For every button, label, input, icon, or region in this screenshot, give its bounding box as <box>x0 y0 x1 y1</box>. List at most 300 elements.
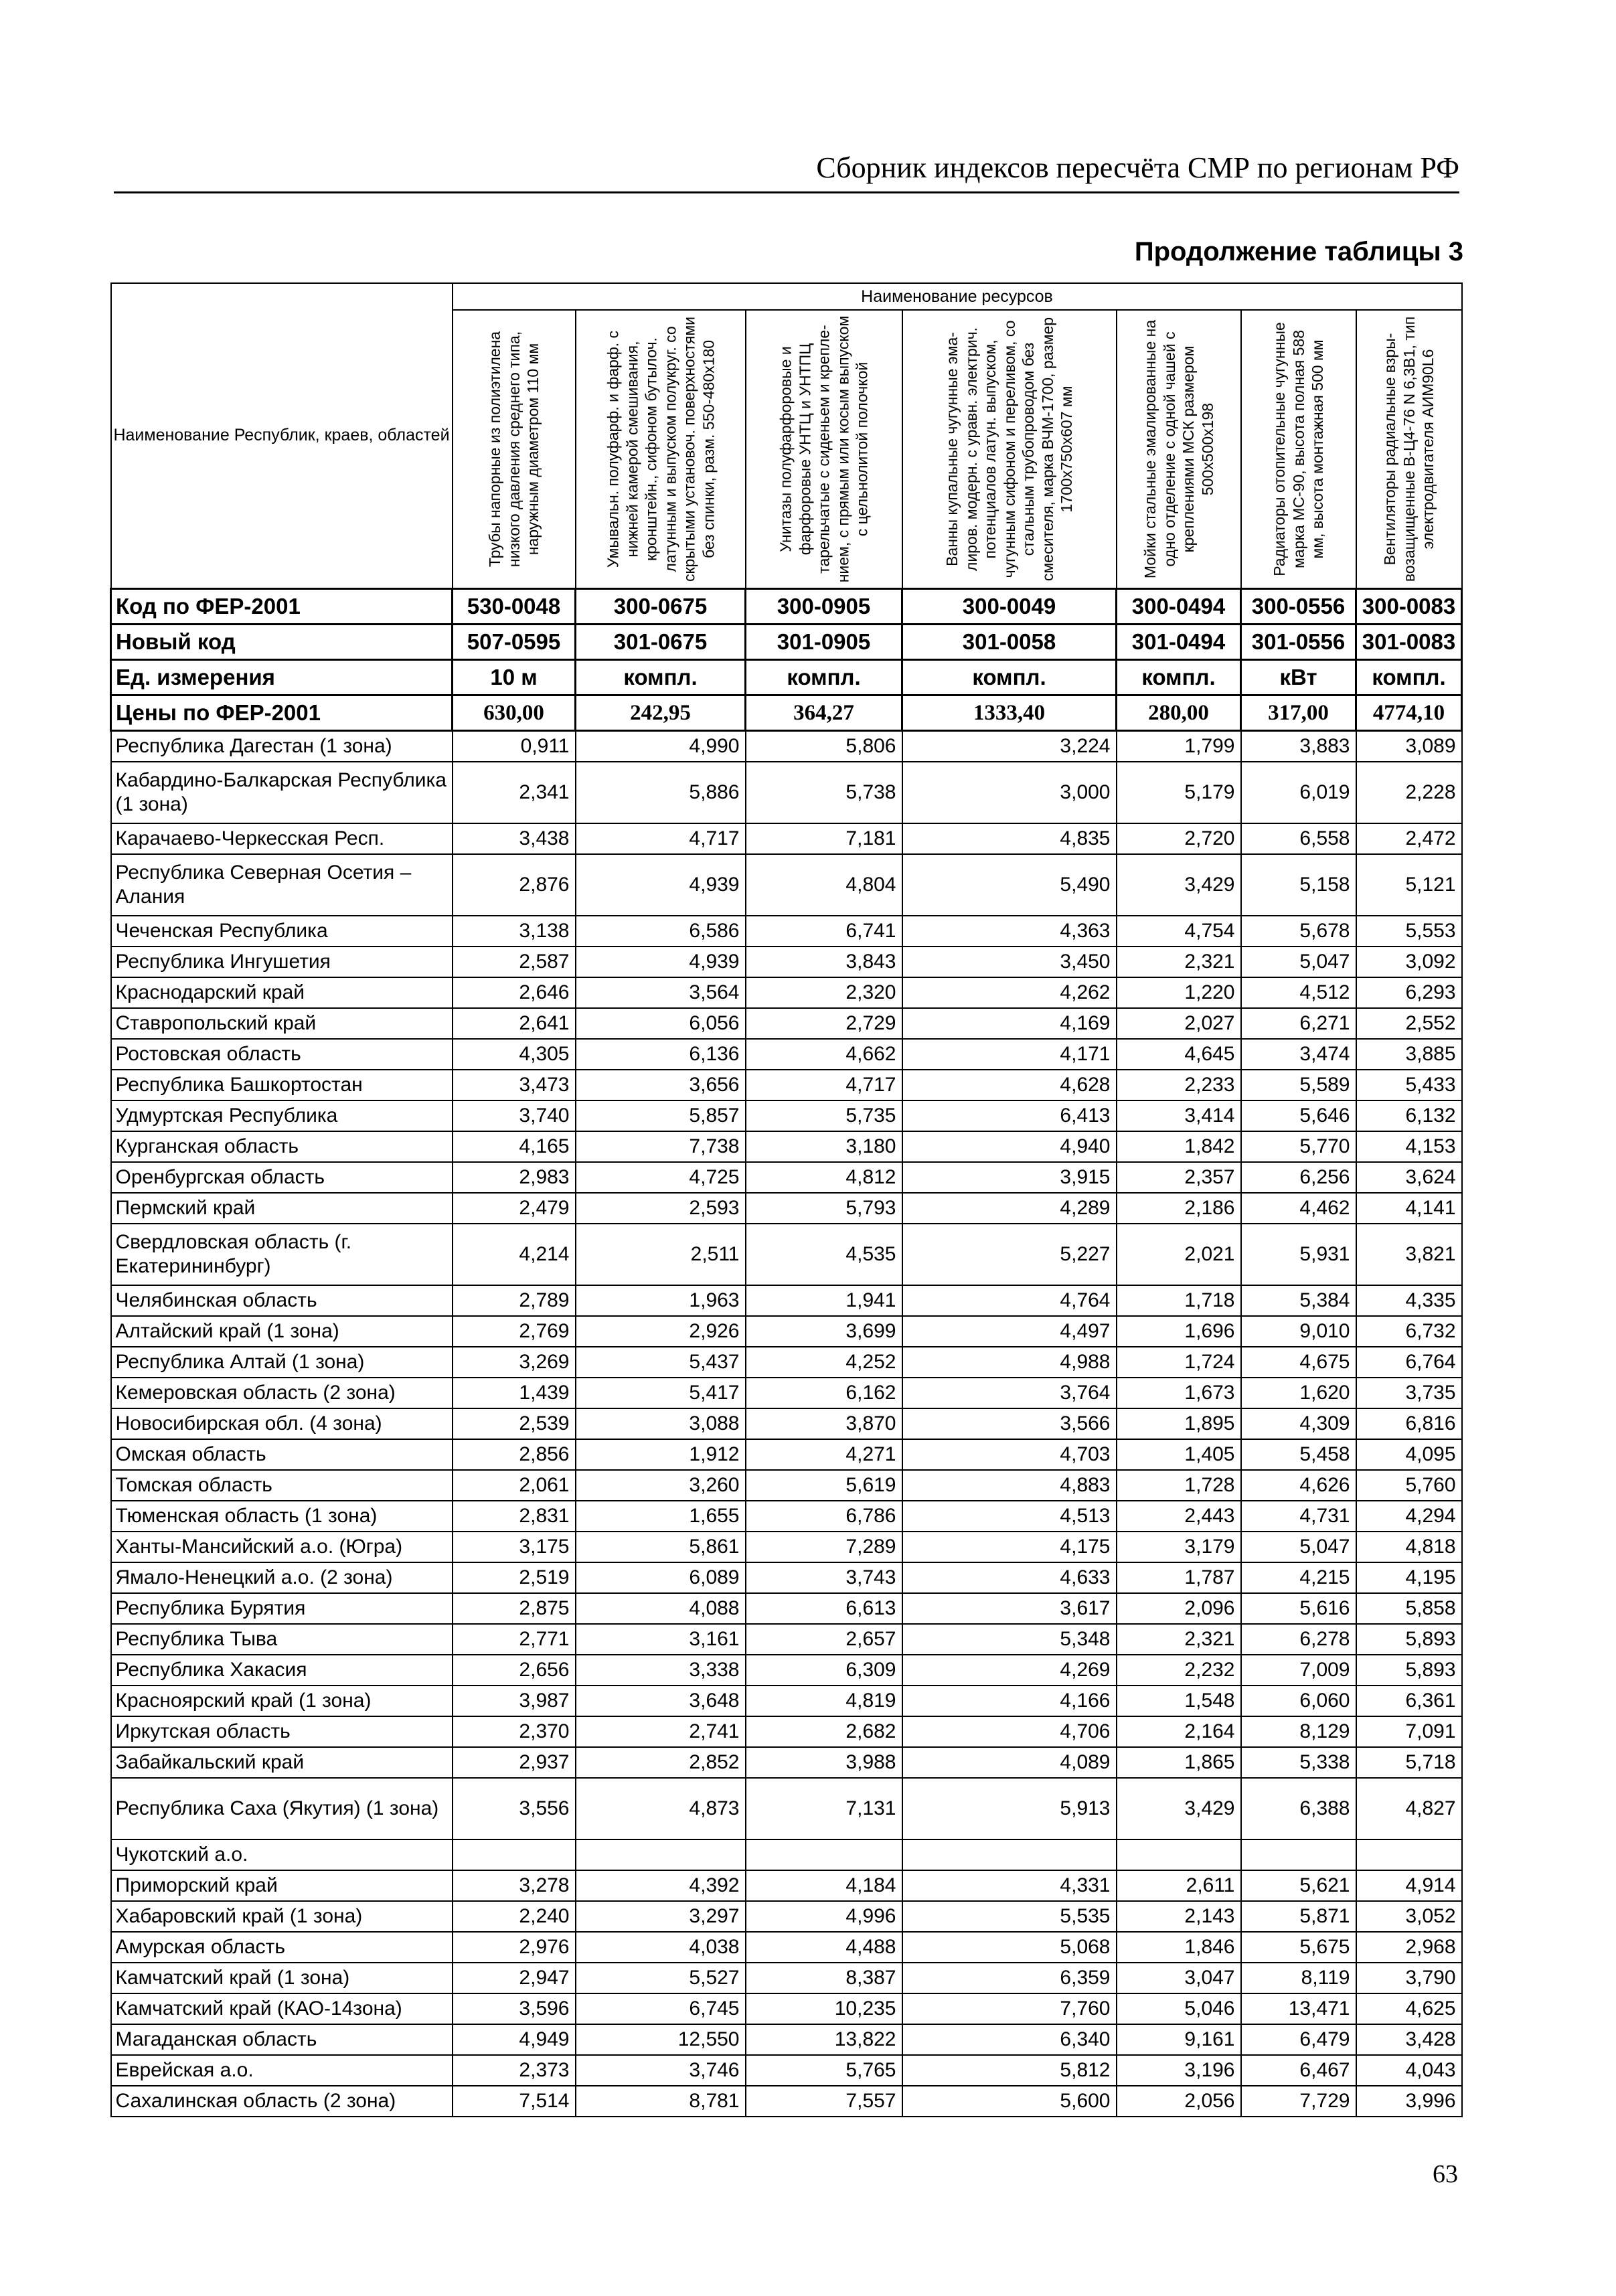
resource-header-pipes: Трубы напорные из полиэтилена низкого давления среднего типа, наружным диаметром 110 мм <box>453 310 576 589</box>
index-value-cell: 3,566 <box>902 1408 1117 1439</box>
index-value-cell: 3,821 <box>1356 1224 1462 1285</box>
index-value-cell: 5,678 <box>1241 916 1356 947</box>
region-name-cell: Новосибирская обл. (4 зона) <box>111 1408 453 1439</box>
index-value-cell: 5,738 <box>746 762 902 823</box>
index-value-cell: 12,550 <box>576 2024 746 2055</box>
index-value-cell: 3,047 <box>1117 1963 1241 1993</box>
price-label: Цены по ФЕР-2001 <box>111 695 453 731</box>
index-value-cell: 3,648 <box>576 1686 746 1716</box>
index-value-cell: 2,852 <box>576 1747 746 1778</box>
index-value-cell: 3,617 <box>902 1593 1117 1624</box>
index-value-cell: 2,370 <box>453 1716 576 1747</box>
page-header <box>114 142 1459 193</box>
fer-code-label: Код по ФЕР-2001 <box>111 589 453 625</box>
index-value-cell: 4,939 <box>576 854 746 916</box>
region-name-cell: Республика Хакасия <box>111 1655 453 1686</box>
index-value-cell: 6,786 <box>746 1501 902 1532</box>
index-value-cell: 3,429 <box>1117 854 1241 916</box>
index-value-cell <box>1117 1839 1241 1870</box>
index-value-cell: 2,443 <box>1117 1501 1241 1532</box>
index-value-cell: 2,021 <box>1117 1224 1241 1285</box>
index-value-cell: 4,392 <box>576 1870 746 1901</box>
new-code-row <box>111 625 1462 660</box>
index-value-cell: 4,289 <box>902 1193 1117 1224</box>
index-value-cell <box>453 1839 576 1870</box>
table-caption: Продолжение таблицы 3 <box>1134 237 1463 266</box>
index-value-cell: 2,511 <box>576 1224 746 1285</box>
index-value-cell: 6,340 <box>902 2024 1117 2055</box>
index-value-cell: 2,321 <box>1117 947 1241 977</box>
region-name-cell: Омская область <box>111 1439 453 1470</box>
resource-header-fans: Вентиляторы радиальные взрывозащищенные В-Ц4-76 N 6,3В1, тип электродвигателя АИМ90L6 <box>1356 310 1462 589</box>
price-cell: 4774,10 <box>1356 695 1462 731</box>
region-name-cell: Республика Тыва <box>111 1624 453 1655</box>
table-row <box>111 1162 1462 1193</box>
index-value-cell: 2,143 <box>1117 1901 1241 1932</box>
index-value-cell: 5,068 <box>902 1932 1117 1963</box>
index-value-cell: 3,870 <box>746 1408 902 1439</box>
resource-header-radiators: Радиаторы отопительные чугунные марка МС-90, высота полная 588 мм, высота монтажная 500 мм <box>1241 310 1356 589</box>
index-value-cell: 1,895 <box>1117 1408 1241 1439</box>
table-row <box>111 977 1462 1008</box>
index-value-cell: 5,931 <box>1241 1224 1356 1285</box>
index-value-cell: 4,535 <box>746 1224 902 1285</box>
index-value-cell: 2,875 <box>453 1593 576 1624</box>
region-name-cell: Хабаровский край (1 зона) <box>111 1901 453 1932</box>
table-row <box>111 1932 1462 1963</box>
region-name-cell: Тюменская область (1 зона) <box>111 1501 453 1532</box>
table-row <box>111 762 1462 823</box>
index-value-cell: 2,539 <box>453 1408 576 1439</box>
index-value-cell: 6,479 <box>1241 2024 1356 2055</box>
index-value-cell: 2,552 <box>1356 1008 1462 1039</box>
index-value-cell: 4,703 <box>902 1439 1117 1470</box>
index-value-cell: 2,769 <box>453 1316 576 1347</box>
index-value-cell: 1,787 <box>1117 1562 1241 1593</box>
index-value-cell: 9,010 <box>1241 1316 1356 1347</box>
index-value-cell: 2,856 <box>453 1439 576 1470</box>
region-name-cell: Амурская область <box>111 1932 453 1963</box>
index-value-cell: 3,740 <box>453 1100 576 1131</box>
table-row <box>111 1316 1462 1347</box>
index-value-cell: 3,987 <box>453 1686 576 1716</box>
unit-label: Ед. измерения <box>111 660 453 695</box>
index-value-cell: 2,240 <box>453 1901 576 1932</box>
index-value-cell: 2,831 <box>453 1501 576 1532</box>
table-row <box>111 1747 1462 1778</box>
index-value-cell: 1,655 <box>576 1501 746 1532</box>
page-header-title: Сборник индексов пересчёта СМР по регионам РФ <box>816 151 1459 184</box>
index-value-cell: 2,976 <box>453 1932 576 1963</box>
region-name-cell: Магаданская область <box>111 2024 453 2055</box>
table-row <box>111 1193 1462 1224</box>
index-value-cell: 2,096 <box>1117 1593 1241 1624</box>
index-value-cell: 3,138 <box>453 916 576 947</box>
index-value-cell: 3,624 <box>1356 1162 1462 1193</box>
index-value-cell: 1,941 <box>746 1285 902 1316</box>
index-value-cell: 3,764 <box>902 1378 1117 1408</box>
index-value-cell: 10,235 <box>746 1993 902 2024</box>
index-value-cell: 4,706 <box>902 1716 1117 1747</box>
index-value-cell: 5,616 <box>1241 1593 1356 1624</box>
index-value-cell: 5,553 <box>1356 916 1462 947</box>
index-value-cell: 3,743 <box>746 1562 902 1593</box>
index-value-cell: 7,514 <box>453 2086 576 2117</box>
index-value-cell: 13,471 <box>1241 1993 1356 2024</box>
index-value-cell: 4,804 <box>746 854 902 916</box>
index-value-cell: 5,913 <box>902 1778 1117 1839</box>
index-value-cell: 5,437 <box>576 1347 746 1378</box>
index-value-cell: 0,911 <box>453 731 576 762</box>
new-code-cell: 507-0595 <box>453 625 576 660</box>
index-value-cell: 7,729 <box>1241 2086 1356 2117</box>
region-name-cell: Курганская область <box>111 1131 453 1162</box>
unit-cell: компл. <box>902 660 1117 695</box>
new-code-label: Новый код <box>111 625 453 660</box>
index-value-cell: 3,746 <box>576 2055 746 2086</box>
index-value-cell <box>1356 1839 1462 1870</box>
index-value-cell: 4,883 <box>902 1470 1117 1501</box>
unit-cell: 10 м <box>453 660 576 695</box>
index-value-cell: 2,228 <box>1356 762 1462 823</box>
index-value-cell: 3,224 <box>902 731 1117 762</box>
region-name-cell: Алтайский край (1 зона) <box>111 1316 453 1347</box>
index-value-cell: 5,619 <box>746 1470 902 1501</box>
index-value-cell: 4,252 <box>746 1347 902 1378</box>
index-value-cell: 7,738 <box>576 1131 746 1162</box>
region-name-cell: Ставропольский край <box>111 1008 453 1039</box>
table-row <box>111 1778 1462 1839</box>
fer-code-cell: 300-0556 <box>1241 589 1356 625</box>
table-row <box>111 1470 1462 1501</box>
price-cell: 317,00 <box>1241 695 1356 731</box>
index-value-cell: 4,331 <box>902 1870 1117 1901</box>
region-name-cell: Карачаево-Черкесская Респ. <box>111 823 453 854</box>
region-name-cell: Республика Башкортостан <box>111 1070 453 1100</box>
index-value-cell: 2,472 <box>1356 823 1462 854</box>
index-value-cell: 5,812 <box>902 2055 1117 2086</box>
index-value-cell: 2,741 <box>576 1716 746 1747</box>
region-name-cell: Пермский край <box>111 1193 453 1224</box>
index-value-cell: 4,626 <box>1241 1470 1356 1501</box>
index-value-cell: 2,937 <box>453 1747 576 1778</box>
table-row <box>111 916 1462 947</box>
index-value-cell: 3,438 <box>453 823 576 854</box>
index-value-cell: 6,136 <box>576 1039 746 1070</box>
index-value-cell: 5,384 <box>1241 1285 1356 1316</box>
index-value-cell: 6,586 <box>576 916 746 947</box>
index-value-cell: 4,940 <box>902 1131 1117 1162</box>
index-value-cell: 2,056 <box>1117 2086 1241 2117</box>
index-value-cell: 2,587 <box>453 947 576 977</box>
index-value-cell: 3,556 <box>453 1778 576 1839</box>
index-value-cell: 4,088 <box>576 1593 746 1624</box>
page-number: 63 <box>1433 2160 1458 2188</box>
fer-code-row <box>111 589 1462 625</box>
index-value-cell: 1,865 <box>1117 1747 1241 1778</box>
index-value-cell: 3,429 <box>1117 1778 1241 1839</box>
index-value-cell <box>576 1839 746 1870</box>
index-value-cell <box>746 1839 902 1870</box>
region-name-cell: Республика Ингушетия <box>111 947 453 977</box>
table-row <box>111 1070 1462 1100</box>
index-value-cell: 4,175 <box>902 1532 1117 1562</box>
index-value-cell: 3,269 <box>453 1347 576 1378</box>
index-value-cell: 6,745 <box>576 1993 746 2024</box>
index-value-cell: 4,818 <box>1356 1532 1462 1562</box>
table-row <box>111 1716 1462 1747</box>
index-value-cell: 3,656 <box>576 1070 746 1100</box>
index-value-cell: 2,789 <box>453 1285 576 1316</box>
region-name-cell: Камчатский край (КАО-14зона) <box>111 1993 453 2024</box>
table-row <box>111 1562 1462 1593</box>
index-value-cell: 2,233 <box>1117 1070 1241 1100</box>
region-name-cell: Ростовская область <box>111 1039 453 1070</box>
index-value-cell: 7,181 <box>746 823 902 854</box>
index-value-cell: 2,656 <box>453 1655 576 1686</box>
table-row <box>111 2055 1462 2086</box>
index-value-cell: 8,387 <box>746 1963 902 1993</box>
index-value-cell: 5,760 <box>1356 1470 1462 1501</box>
index-value-cell: 4,497 <box>902 1316 1117 1347</box>
index-value-cell: 2,720 <box>1117 823 1241 854</box>
index-value-cell: 5,857 <box>576 1100 746 1131</box>
index-value-cell: 5,458 <box>1241 1439 1356 1470</box>
index-value-cell: 2,061 <box>453 1470 576 1501</box>
table-row <box>111 854 1462 916</box>
index-value-cell: 4,764 <box>902 1285 1117 1316</box>
region-name-cell: Свердловская область (г. Екатерининбург) <box>111 1224 453 1285</box>
table-row <box>111 1439 1462 1470</box>
index-value-cell: 4,488 <box>746 1932 902 1963</box>
index-value-cell: 4,628 <box>902 1070 1117 1100</box>
index-value-cell: 4,625 <box>1356 1993 1462 2024</box>
index-value-cell: 6,764 <box>1356 1347 1462 1378</box>
index-value-cell: 5,338 <box>1241 1747 1356 1778</box>
index-value-cell: 5,893 <box>1356 1624 1462 1655</box>
index-value-cell: 4,309 <box>1241 1408 1356 1439</box>
region-name-cell: Удмуртская Республика <box>111 1100 453 1131</box>
index-value-cell: 2,876 <box>453 854 576 916</box>
table-row <box>111 1408 1462 1439</box>
index-table <box>110 282 1463 2117</box>
table-row <box>111 1686 1462 1716</box>
table-row <box>111 1347 1462 1378</box>
index-value-cell: 4,996 <box>746 1901 902 1932</box>
region-name-cell: Республика Бурятия <box>111 1593 453 1624</box>
index-value-cell: 3,699 <box>746 1316 902 1347</box>
index-value-cell: 6,271 <box>1241 1008 1356 1039</box>
index-value-cell: 3,473 <box>453 1070 576 1100</box>
new-code-cell: 301-0494 <box>1117 625 1241 660</box>
resource-header-sinks: Мойки стальные эмалированные на одно отделение с одной чашей с креплениями МСК размером 500х500х198 <box>1117 310 1241 589</box>
index-value-cell: 1,728 <box>1117 1470 1241 1501</box>
index-value-cell: 5,433 <box>1356 1070 1462 1100</box>
index-value-cell: 5,871 <box>1241 1901 1356 1932</box>
index-value-cell: 3,474 <box>1241 1039 1356 1070</box>
index-value-cell: 2,186 <box>1117 1193 1241 1224</box>
index-value-cell: 3,179 <box>1117 1532 1241 1562</box>
index-value-cell: 6,056 <box>576 1008 746 1039</box>
index-value-cell: 4,513 <box>902 1501 1117 1532</box>
table-row <box>111 1655 1462 1686</box>
index-value-cell: 2,611 <box>1117 1870 1241 1901</box>
fer-code-cell: 300-0049 <box>902 589 1117 625</box>
table-row <box>111 1993 1462 2024</box>
index-value-cell: 3,092 <box>1356 947 1462 977</box>
region-name-cell: Красноярский край (1 зона) <box>111 1686 453 1716</box>
table-row <box>111 947 1462 977</box>
index-value-cell: 3,000 <box>902 762 1117 823</box>
unit-cell: компл. <box>576 660 746 695</box>
table-row <box>111 1285 1462 1316</box>
index-value-cell: 3,988 <box>746 1747 902 1778</box>
index-value-cell: 4,725 <box>576 1162 746 1193</box>
index-value-cell: 6,413 <box>902 1100 1117 1131</box>
index-value-cell: 2,232 <box>1117 1655 1241 1686</box>
index-value-cell: 5,348 <box>902 1624 1117 1655</box>
index-value-cell: 4,153 <box>1356 1131 1462 1162</box>
index-value-cell: 7,289 <box>746 1532 902 1562</box>
index-value-cell: 4,717 <box>746 1070 902 1100</box>
index-value-cell: 4,512 <box>1241 977 1356 1008</box>
index-value-cell: 5,621 <box>1241 1870 1356 1901</box>
index-value-cell: 2,164 <box>1117 1716 1241 1747</box>
region-name-cell: Республика Северная Осетия – Алания <box>111 854 453 916</box>
index-value-cell: 2,657 <box>746 1624 902 1655</box>
index-value-cell: 3,196 <box>1117 2055 1241 2086</box>
index-value-cell: 4,215 <box>1241 1562 1356 1593</box>
table-row <box>111 1131 1462 1162</box>
index-value-cell: 3,915 <box>902 1162 1117 1193</box>
index-value-cell: 4,095 <box>1356 1439 1462 1470</box>
index-value-cell: 6,388 <box>1241 1778 1356 1839</box>
index-value-cell: 5,675 <box>1241 1932 1356 1963</box>
index-value-cell: 7,131 <box>746 1778 902 1839</box>
region-name-cell: Забайкальский край <box>111 1747 453 1778</box>
fer-code-cell: 300-0083 <box>1356 589 1462 625</box>
index-value-cell: 1,799 <box>1117 731 1241 762</box>
index-value-cell: 1,439 <box>453 1378 576 1408</box>
index-value-cell: 2,027 <box>1117 1008 1241 1039</box>
table-row <box>111 1100 1462 1131</box>
index-value-cell: 6,256 <box>1241 1162 1356 1193</box>
price-row <box>111 695 1462 731</box>
index-value-cell: 13,822 <box>746 2024 902 2055</box>
index-value-cell: 5,893 <box>1356 1655 1462 1686</box>
unit-cell: компл. <box>1356 660 1462 695</box>
index-value-cell: 4,195 <box>1356 1562 1462 1593</box>
index-value-cell: 4,835 <box>902 823 1117 854</box>
index-value-cell: 4,089 <box>902 1747 1117 1778</box>
index-value-cell: 1,912 <box>576 1439 746 1470</box>
index-value-cell: 6,132 <box>1356 1100 1462 1131</box>
index-value-cell: 2,341 <box>453 762 576 823</box>
index-value-cell: 5,718 <box>1356 1747 1462 1778</box>
table-row <box>111 823 1462 854</box>
index-value-cell: 4,305 <box>453 1039 576 1070</box>
index-value-cell: 4,662 <box>746 1039 902 1070</box>
fer-code-cell: 300-0675 <box>576 589 746 625</box>
index-value-cell: 4,717 <box>576 823 746 854</box>
index-value-cell: 4,214 <box>453 1224 576 1285</box>
index-value-cell: 5,490 <box>902 854 1117 916</box>
table-row <box>111 1870 1462 1901</box>
region-name-cell: Еврейская а.о. <box>111 2055 453 2086</box>
index-value-cell: 4,269 <box>902 1655 1117 1686</box>
index-value-cell: 3,883 <box>1241 731 1356 762</box>
index-value-cell: 4,271 <box>746 1439 902 1470</box>
new-code-cell: 301-0058 <box>902 625 1117 660</box>
region-name-cell: Чукотский а.о. <box>111 1839 453 1870</box>
table-row <box>111 1532 1462 1562</box>
index-value-cell: 3,843 <box>746 947 902 977</box>
index-value-cell: 5,527 <box>576 1963 746 1993</box>
table-row <box>111 2086 1462 2117</box>
index-value-cell: 5,121 <box>1356 854 1462 916</box>
fer-code-cell: 530-0048 <box>453 589 576 625</box>
index-value-cell: 5,589 <box>1241 1070 1356 1100</box>
index-value-cell: 5,861 <box>576 1532 746 1562</box>
index-value-cell: 5,858 <box>1356 1593 1462 1624</box>
index-value-cell: 5,735 <box>746 1100 902 1131</box>
index-value-cell: 4,939 <box>576 947 746 977</box>
index-value-cell: 1,220 <box>1117 977 1241 1008</box>
index-value-cell: 4,038 <box>576 1932 746 1963</box>
index-value-cell: 2,968 <box>1356 1932 1462 1963</box>
new-code-cell: 301-0083 <box>1356 625 1462 660</box>
index-value-cell: 8,129 <box>1241 1716 1356 1747</box>
index-value-cell: 6,162 <box>746 1378 902 1408</box>
index-value-cell: 2,641 <box>453 1008 576 1039</box>
index-value-cell: 7,091 <box>1356 1716 1462 1747</box>
resources-group-header: Наименование ресурсов <box>453 283 1462 310</box>
index-value-cell: 6,558 <box>1241 823 1356 854</box>
index-value-cell: 5,765 <box>746 2055 902 2086</box>
index-value-cell: 5,179 <box>1117 762 1241 823</box>
index-value-cell: 4,988 <box>902 1347 1117 1378</box>
index-value-cell: 3,089 <box>1356 731 1462 762</box>
index-value-cell: 3,450 <box>902 947 1117 977</box>
region-name-cell: Ямало-Ненецкий а.о. (2 зона) <box>111 1562 453 1593</box>
region-name-cell: Ханты-Мансийский а.о. (Югра) <box>111 1532 453 1562</box>
index-value-cell: 6,359 <box>902 1963 1117 1993</box>
index-value-cell: 4,754 <box>1117 916 1241 947</box>
index-value-cell: 3,996 <box>1356 2086 1462 2117</box>
table-row <box>111 1624 1462 1655</box>
region-name-cell: Приморский край <box>111 1870 453 1901</box>
index-value-cell: 6,293 <box>1356 977 1462 1008</box>
unit-row <box>111 660 1462 695</box>
index-value-cell: 4,043 <box>1356 2055 1462 2086</box>
table-row <box>111 1501 1462 1532</box>
index-value-cell: 1,673 <box>1117 1378 1241 1408</box>
index-value-cell: 7,557 <box>746 2086 902 2117</box>
index-value-cell: 2,519 <box>453 1562 576 1593</box>
table-row <box>111 1378 1462 1408</box>
index-value-cell: 2,947 <box>453 1963 576 1993</box>
index-value-cell: 5,793 <box>746 1193 902 1224</box>
index-value-cell: 5,047 <box>1241 1532 1356 1562</box>
index-value-cell: 3,175 <box>453 1532 576 1562</box>
index-value-cell: 4,169 <box>902 1008 1117 1039</box>
price-cell: 364,27 <box>746 695 902 731</box>
index-value-cell: 5,646 <box>1241 1100 1356 1131</box>
index-value-cell: 4,363 <box>902 916 1117 947</box>
index-value-cell: 2,593 <box>576 1193 746 1224</box>
index-value-cell: 5,886 <box>576 762 746 823</box>
price-cell: 1333,40 <box>902 695 1117 731</box>
